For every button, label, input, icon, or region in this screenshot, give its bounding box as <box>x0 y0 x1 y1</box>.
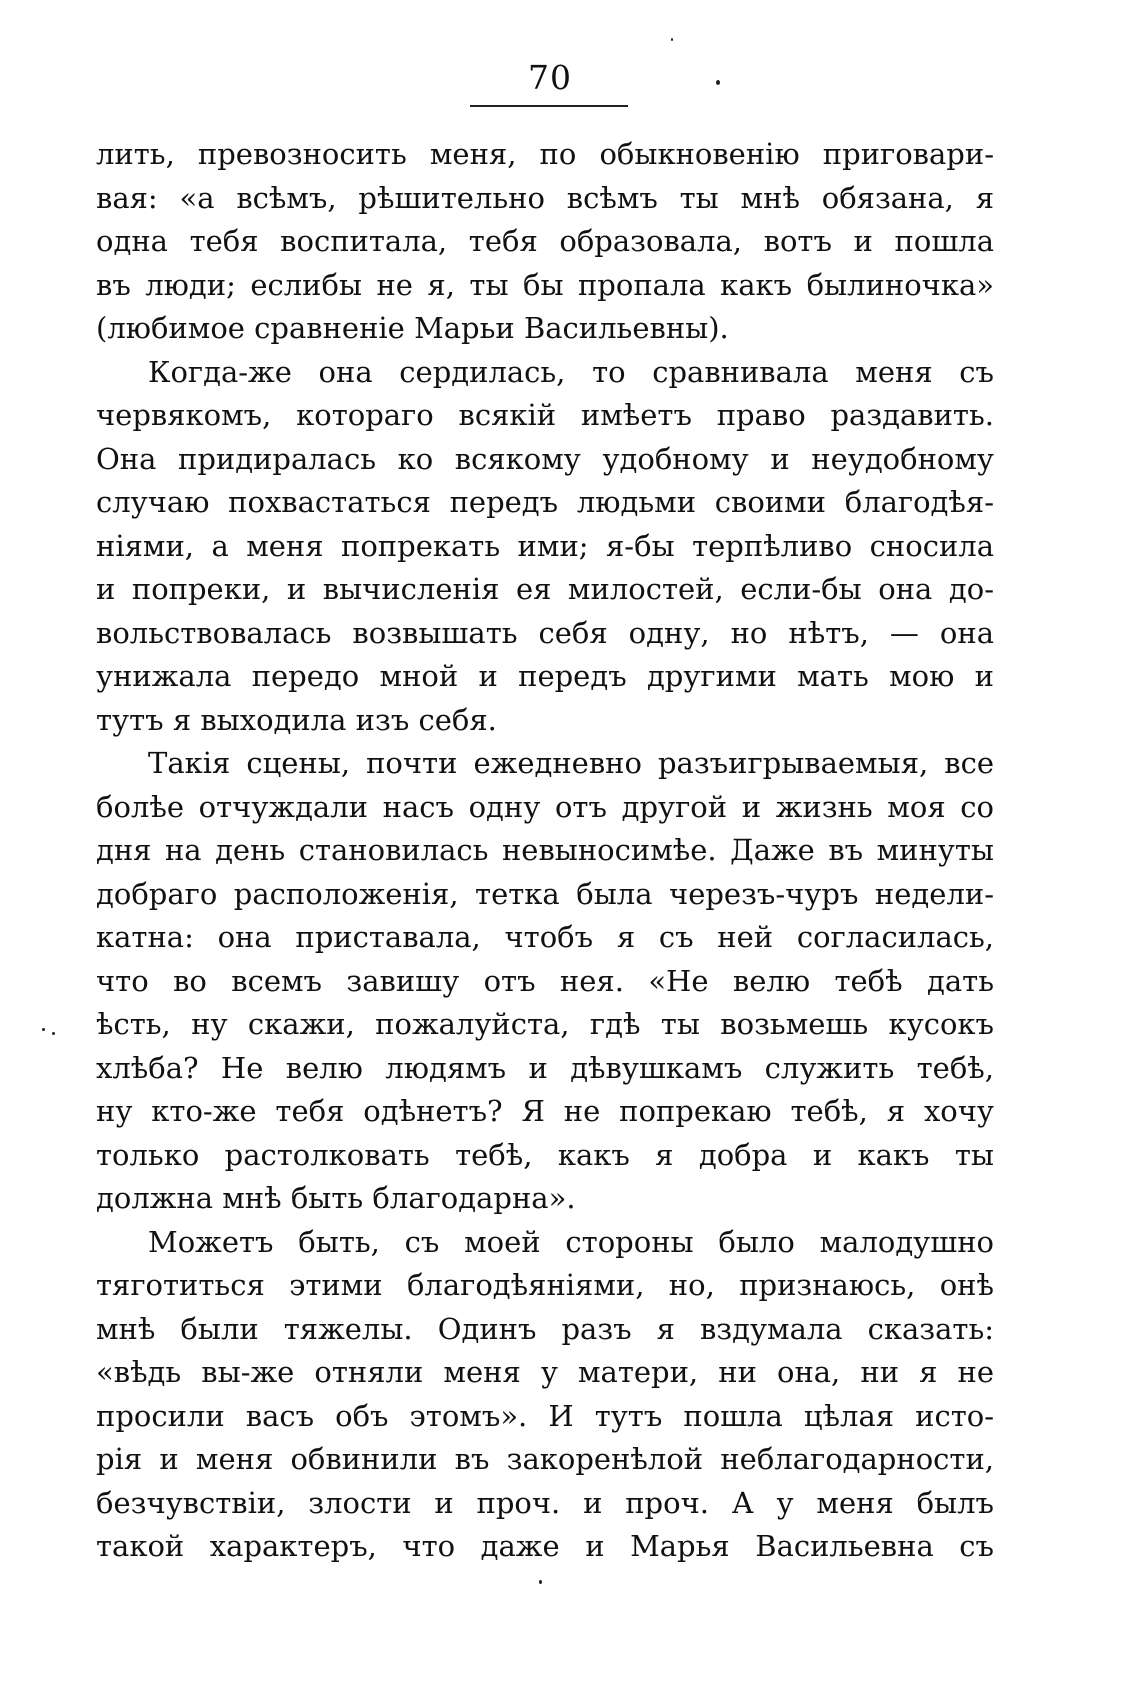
text-line: «вѣдь вы-же отняли меня у матери, ни она, ни я не <box>96 1355 994 1389</box>
text-line: ѣсть, ну скажи, пожалуйста, гдѣ ты возьмешь кусокъ <box>96 1007 994 1041</box>
text-line: Она придиралась ко всякому удобному и неудобному <box>96 441 994 476</box>
paragraph-2 <box>96 351 994 743</box>
page-number: 70 <box>528 58 572 97</box>
paragraph-1 <box>96 133 994 351</box>
text-body <box>96 133 994 1569</box>
text-line: и попреки, и вычисленія ея милостей, если-бы она до- <box>96 572 994 606</box>
text-line: вая: «а всѣмъ, рѣшительно всѣмъ ты мнѣ обязана, я <box>96 180 994 215</box>
text-line: дня на день становилась невыносимѣе. Даже въ минуты <box>96 833 994 867</box>
scan-speck <box>42 1028 45 1031</box>
page-number-rule <box>470 105 628 107</box>
text-line: унижала передо мной и передъ другими мать мою и <box>96 659 994 693</box>
scan-speck <box>716 80 720 85</box>
scan-speck <box>671 38 673 41</box>
text-line: ніями, а меня попрекать ими; я-бы терпѣливо сносила <box>96 528 994 563</box>
text-line: болѣе отчуждали насъ одну отъ другой и жизнь моя со <box>96 789 994 824</box>
text-line: хлѣба? Не велю людямъ и дѣвушкамъ служить тебѣ, <box>96 1050 994 1085</box>
paragraph-4 <box>96 1221 994 1569</box>
text-line: случаю похвастаться передъ людьми своими благодѣя- <box>96 485 994 519</box>
text-line: (любимое сравненіе Марьи Васильевны). <box>96 311 729 345</box>
text-line: Можетъ быть, съ моей стороны было малодушно <box>148 1224 994 1259</box>
paragraph-3 <box>96 742 994 1221</box>
text-line: одна тебя воспитала, тебя образовала, вотъ и пошла <box>96 224 994 258</box>
text-line: такой характеръ, что даже и Марья Васильевна съ <box>96 1529 994 1563</box>
scan-speck <box>52 1032 55 1035</box>
text-line: просили васъ объ этомъ». И тутъ пошла цѣлая исто- <box>96 1398 994 1433</box>
text-line: тяготиться этими благодѣяніями, но, признаюсь, онѣ <box>96 1268 994 1302</box>
text-line: безчувствіи, злости и проч. и проч. А у меня былъ <box>96 1485 994 1520</box>
text-line: что во всемъ завишу отъ нея. «Не велю тебѣ дать <box>96 963 994 998</box>
text-line: червякомъ, котораго всякій имѣетъ право раздавить. <box>96 398 994 432</box>
text-line: должна мнѣ быть благодарна». <box>96 1181 576 1215</box>
text-line: рія и меня обвинили въ закоренѣлой неблагодарности, <box>96 1442 994 1476</box>
text-line: вольствовалась возвышать себя одну, но нѣтъ, — она <box>96 615 994 650</box>
text-line: Такія сцены, почти ежедневно разъигрываемыя, все <box>148 746 994 780</box>
text-line: лить, превозносить меня, по обыкновенію приговари- <box>96 137 994 171</box>
text-line: только растолковать тебѣ, какъ я добра и какъ ты <box>96 1137 994 1172</box>
text-line: добраго расположенія, тетка была черезъ-чуръ недели- <box>96 876 994 911</box>
text-line: ну кто-же тебя одѣнетъ? Я не попрекаю тебѣ, я хочу <box>96 1094 994 1128</box>
text-line: Когда-же она сердилась, то сравнивала меня съ <box>148 354 994 389</box>
text-line: мнѣ были тяжелы. Одинъ разъ я вздумала сказать: <box>96 1311 994 1346</box>
text-line: въ люди; еслибы не я, ты бы пропала какъ былиночка» <box>96 267 994 302</box>
text-line: тутъ я выходила изъ себя. <box>96 702 497 737</box>
text-line: катна: она приставала, чтобъ я съ ней согласилась, <box>96 920 994 954</box>
scan-speck <box>539 1580 542 1584</box>
